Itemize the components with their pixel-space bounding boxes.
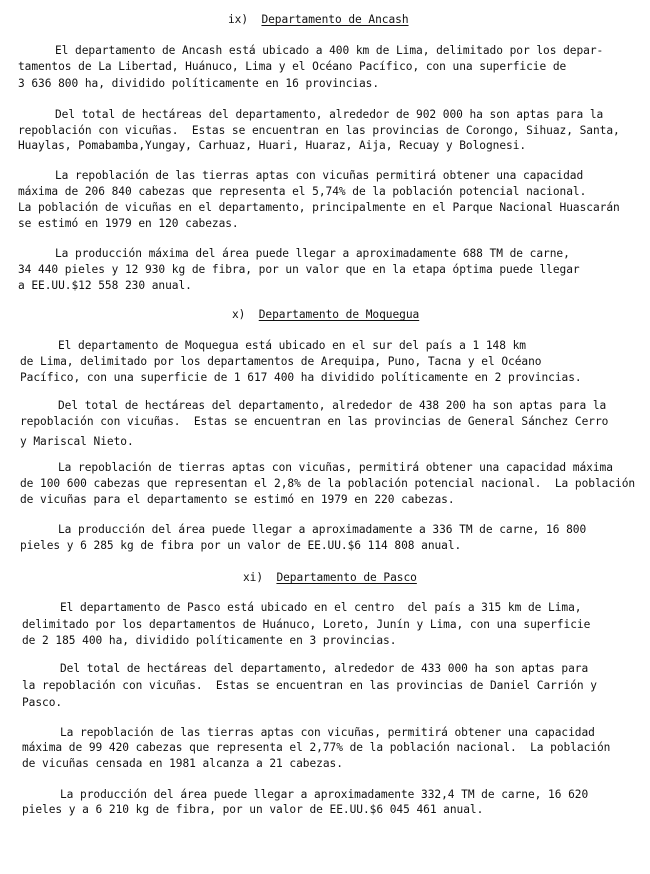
paragraph-line: máxima de 99 420 cabezas que representa el 2,77% de la población nacional. La población	[22, 741, 611, 754]
paragraph-line: Pacífico, con una superficie de 1 617 400 ha dividido políticamente en 2 provincias.	[20, 371, 582, 384]
section-title: Departamento de Moquegua	[258, 308, 420, 321]
paragraph-line: La población de vicuñas en el departamento, principalmente en el Parque Nacional Huascarán	[18, 201, 620, 214]
paragraph-line: de 100 600 cabezas que representan el 2,8% de la población potencial nacional. La población	[20, 477, 636, 490]
paragraph-line: 34 440 pieles y 12 930 kg de fibra, por un valor que en la etapa óptima puede llegar	[18, 263, 580, 276]
paragraph-line: de Lima, delimitado por los departamentos de Arequipa, Puno, Tacna y el Océano	[20, 355, 542, 368]
paragraph-line: se estimó en 1979 en 120 cabezas.	[18, 217, 239, 230]
paragraph-line: máxima de 206 840 cabezas que representa el 5,74% de la población potencial nacional.	[18, 185, 587, 198]
paragraph-line: 3 636 800 ha, dividido políticamente en 16 provincias.	[18, 77, 380, 90]
paragraph-line: la repoblación con vicuñas. Estas se encuentran en las provincias de Daniel Carrión y	[22, 679, 597, 692]
paragraph-line: Pasco.	[22, 696, 63, 709]
paragraph-line: de vicuñas censada en 1981 alcanza a 21 cabezas.	[22, 757, 343, 770]
paragraph-line: Huaylas, Pomabamba,Yungay, Carhuaz, Huari, Huaraz, Aija, Recuay y Bolognesi.	[18, 139, 527, 152]
paragraph-line: La repoblación de las tierras aptas con vicuñas, permitirá obtener una capacidad	[60, 726, 595, 739]
paragraph-line: La producción del área puede llegar a aproximadamente a 336 TM de carne, 16 800	[58, 523, 587, 536]
section-title: Departamento de Pasco	[276, 571, 417, 584]
section-number: xi)	[243, 571, 277, 584]
paragraph-line: Del total de hectáreas del departamento, alrededor de 438 200 ha son aptas para la	[58, 399, 607, 412]
paragraph-line: La producción máxima del área puede llegar a aproximadamente 688 TM de carne,	[55, 247, 570, 260]
paragraph-line: de 2 185 400 ha, dividido políticamente en 3 provincias.	[22, 634, 397, 647]
paragraph-line: a EE.UU.$12 558 230 anual.	[18, 279, 192, 292]
paragraph-line: La repoblación de las tierras aptas con vicuñas permitirá obtener una capacidad	[55, 169, 584, 182]
paragraph-line: de vicuñas para el departamento se estimó en 1979 en 220 cabezas.	[20, 493, 455, 506]
paragraph-line: repoblación con vicuñas. Estas se encuentran en las provincias de General Sánchez Cerro	[20, 415, 609, 428]
paragraph-line: Del total de hectáreas del departamento, alrededor de 902 000 ha son aptas para la	[55, 108, 604, 121]
paragraph-line: tamentos de La Libertad, Huánuco, Lima y el Océano Pacífico, con una superficie de	[18, 60, 567, 73]
paragraph-line: Del total de hectáreas del departamento, alrededor de 433 000 ha son aptas para	[60, 662, 589, 675]
paragraph-line: El departamento de Pasco está ubicado en el centro del país a 315 km de Lima,	[60, 601, 582, 614]
section-heading	[228, 13, 409, 27]
paragraph-line: La repoblación de tierras aptas con vicuñas, permitirá obtener una capacidad máxima	[58, 461, 613, 474]
paragraph-line: repoblación con vicuñas. Estas se encuentran en las provincias de Corongo, Sihuaz, Santa,	[18, 124, 620, 137]
section-number: ix)	[228, 13, 262, 26]
section-heading	[232, 308, 419, 322]
section-heading	[243, 571, 417, 585]
paragraph-line: delimitado por los departamentos de Huánuco, Loreto, Junín y Lima, con una superficie	[22, 618, 591, 631]
paragraph-line: El departamento de Ancash está ubicado a 400 km de Lima, delimitado por los depar-	[55, 44, 604, 57]
paragraph-line: La producción del área puede llegar a aproximadamente 332,4 TM de carne, 16 620	[60, 788, 589, 801]
section-number: x)	[232, 308, 259, 321]
section-title: Departamento de Ancash	[261, 13, 409, 26]
paragraph-line: pieles y 6 285 kg de fibra por un valor de EE.UU.$6 114 808 anual.	[20, 539, 462, 552]
paragraph-line: El departamento de Moquegua está ubicado en el sur del país a 1 148 km	[58, 339, 526, 352]
paragraph-line: y Mariscal Nieto.	[20, 435, 134, 448]
paragraph-line: pieles y a 6 210 kg de fibra, por un valor de EE.UU.$6 045 461 anual.	[22, 803, 484, 816]
